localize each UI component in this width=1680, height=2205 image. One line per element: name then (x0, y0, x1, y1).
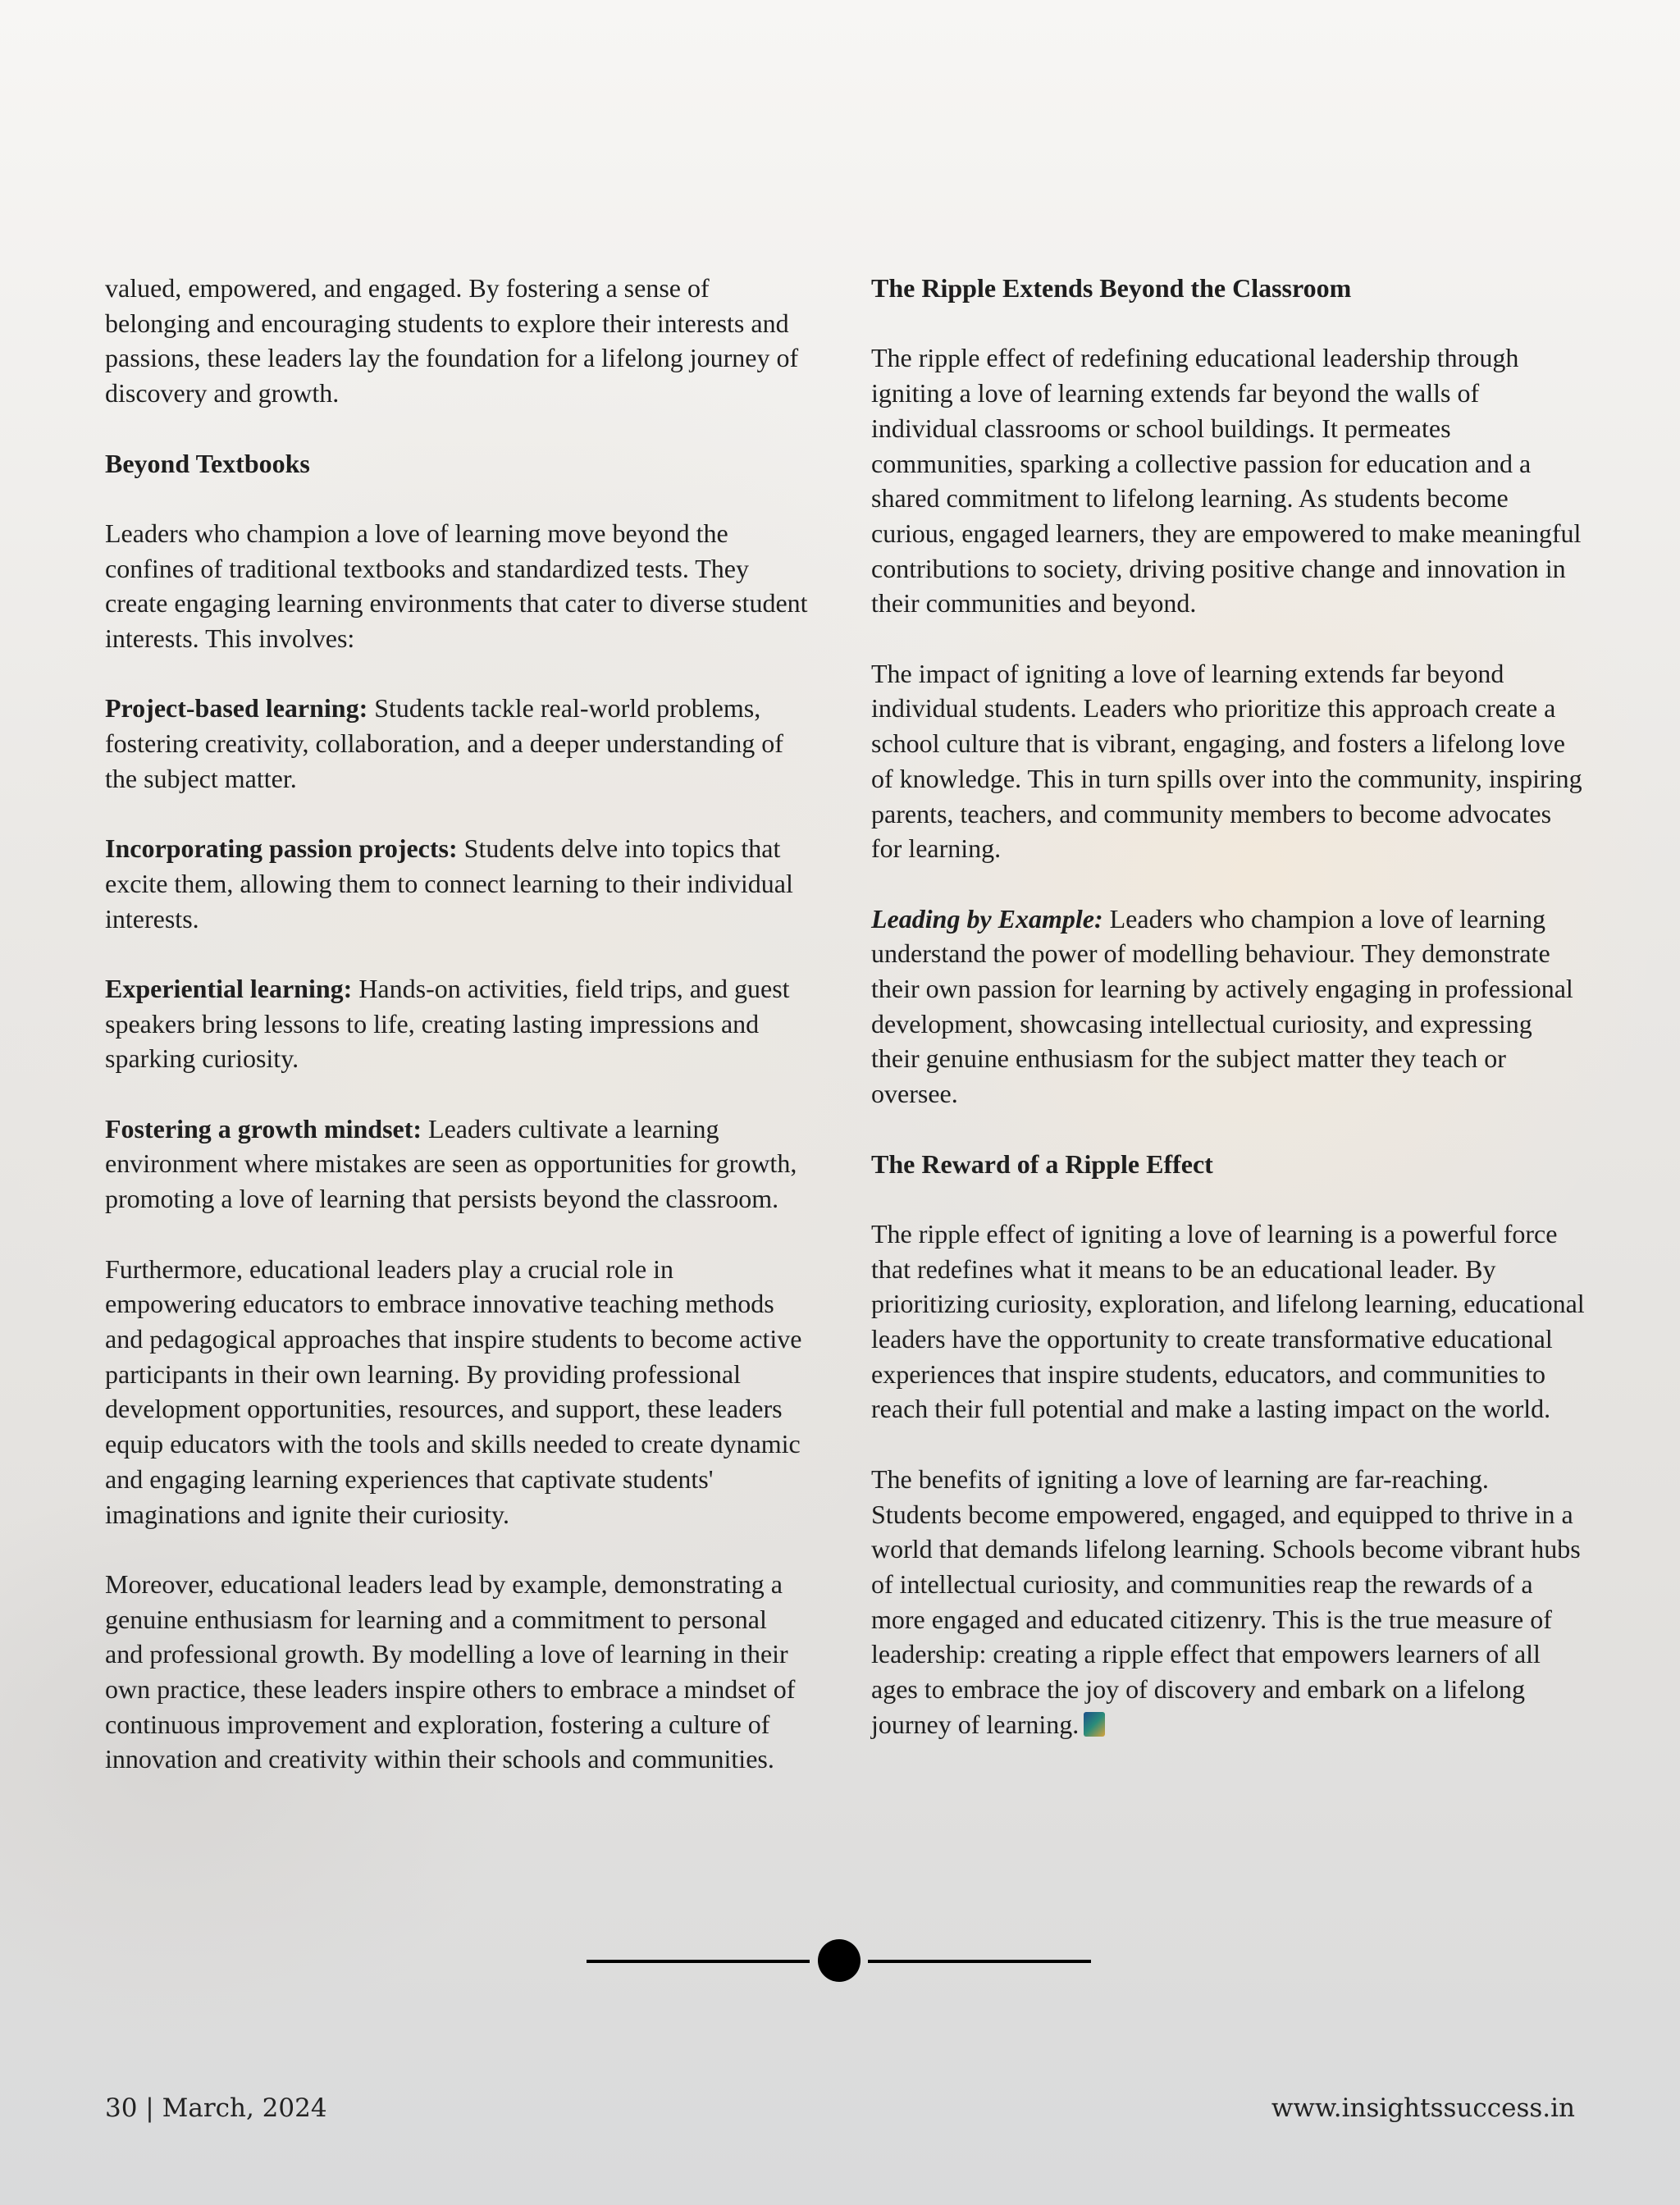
paragraph-leading-by-example (871, 902, 1585, 1112)
left-column (105, 271, 810, 1812)
section-divider (587, 1936, 1091, 1985)
item-label: Experiential learning: (105, 973, 353, 1003)
list-item (105, 691, 810, 796)
divider-dot-icon (818, 1939, 861, 1982)
item-label: Project-based learning: (105, 693, 368, 724)
paragraph: The ripple effect of igniting a love of learning is a powerful force that redefines what it means to be an educational leader. By prioritizing curiosity, exploration, and lifelong learning, educational leaders have the opportunity to create transformative educational experiences that inspire students, educators, and communities to reach their full potential and make a lasting impact on the world. (871, 1218, 1585, 1424)
list-item (105, 831, 810, 936)
section-heading-ripple-extends: The Ripple Extends Beyond the Classroom (871, 273, 1352, 303)
item-label: Incorporating passion projects: (105, 833, 458, 864)
leading-label: Leading by Example: (871, 903, 1103, 934)
list-item (105, 1112, 810, 1217)
item-text: Hands-on activities, field trips, and guest speakers bring lessons to life, creating lasting impressions and sparking curiosity. (105, 973, 790, 1074)
divider-line-right (868, 1960, 1091, 1963)
page-number-date: 30 | March, 2024 (105, 2093, 327, 2123)
final-text: The benefits of igniting a love of learning are far-reaching. Students become empowered, engaged, and equipped to thrive in a world that demands lifelong learning. Schools become vibrant hubs of intellectual curiosity, and communities reap the rewards of a more engaged and educated citizenry. This is the true measure of leadership: creating a ripple effect that empowers learners of all ages to embrace the joy of discovery and embark on a lifelong journey of learning. (871, 1463, 1581, 1739)
paragraph: valued, empowered, and engaged. By fostering a sense of belonging and encouraging students to explore their interests and passions, these leaders lay the foundation for a lifelong journey of discovery and growth. (105, 273, 799, 409)
paragraph: Furthermore, educational leaders play a crucial role in empowering educators to embrace innovative teaching methods and pedagogical approaches that inspire students to become active participants in their own learning. By providing professional development opportunities, resources, and support, these leaders equip educators with the tools and skills needed to create dynamic and engaging learning experiences that captivate students' imaginations and ignite their curiosity. (105, 1253, 802, 1529)
end-of-article-icon (1084, 1712, 1105, 1737)
item-label: Fostering a growth mindset: (105, 1113, 422, 1144)
paragraph: The ripple effect of redefining educational leadership through igniting a love of learning extends far beyond the walls of individual classrooms or school buildings. It permeates communities, sparking a collective passion for education and a shared commitment to lifelong learning. As students become curious, engaged learners, they are empowered to make meaningful contributions to society, driving positive change and innovation in their communities and beyond. (871, 343, 1582, 619)
leading-text: Leaders who champion a love of learning understand the power of modelling behaviour. They demonstrate their own passion for learning by actively engaging in professional development, showcasing intellectual curiosity, and expressing their genuine enthusiasm for the subject matter they teach or oversee. (871, 903, 1573, 1109)
section-heading-beyond-textbooks: Beyond Textbooks (105, 448, 310, 478)
paragraph-final (871, 1462, 1585, 1742)
paragraph: The impact of igniting a love of learning extends far beyond individual students. Leaders who prioritize this approach create a school culture that is vibrant, engaging, and fosters a lifelong love of knowledge. This in turn spills over into the community, inspiring parents, teachers, and community members to become advocates for learning. (871, 658, 1582, 864)
website-link[interactable]: www.insightssuccess.in (1271, 2093, 1575, 2123)
section-heading-reward: The Reward of a Ripple Effect (871, 1148, 1213, 1179)
item-text: Students delve into topics that excite them, allowing them to connect learning to their individual interests. (105, 833, 793, 934)
item-text: Students tackle real-world problems, fostering creativity, collaboration, and a deeper understanding of the subject matter. (105, 693, 783, 793)
divider-line-left (587, 1960, 810, 1963)
paragraph: Leaders who champion a love of learning move beyond the confines of traditional textbooks and standardized tests. They create engaging learning environments that cater to diverse student interests. This involves: (105, 518, 808, 653)
right-column (871, 271, 1585, 1777)
list-item (105, 971, 810, 1076)
item-text: Leaders cultivate a learning environment where mistakes are seen as opportunities for growth, promoting a love of learning that persists beyond the classroom. (105, 1113, 797, 1214)
paragraph: Moreover, educational leaders lead by example, demonstrating a genuine enthusiasm for learning and a commitment to personal and professional growth. By modelling a love of learning in their own practice, these leaders inspire others to embrace a mindset of continuous improvement and exploration, fostering a culture of innovation and creativity within their schools and communities. (105, 1568, 796, 1774)
